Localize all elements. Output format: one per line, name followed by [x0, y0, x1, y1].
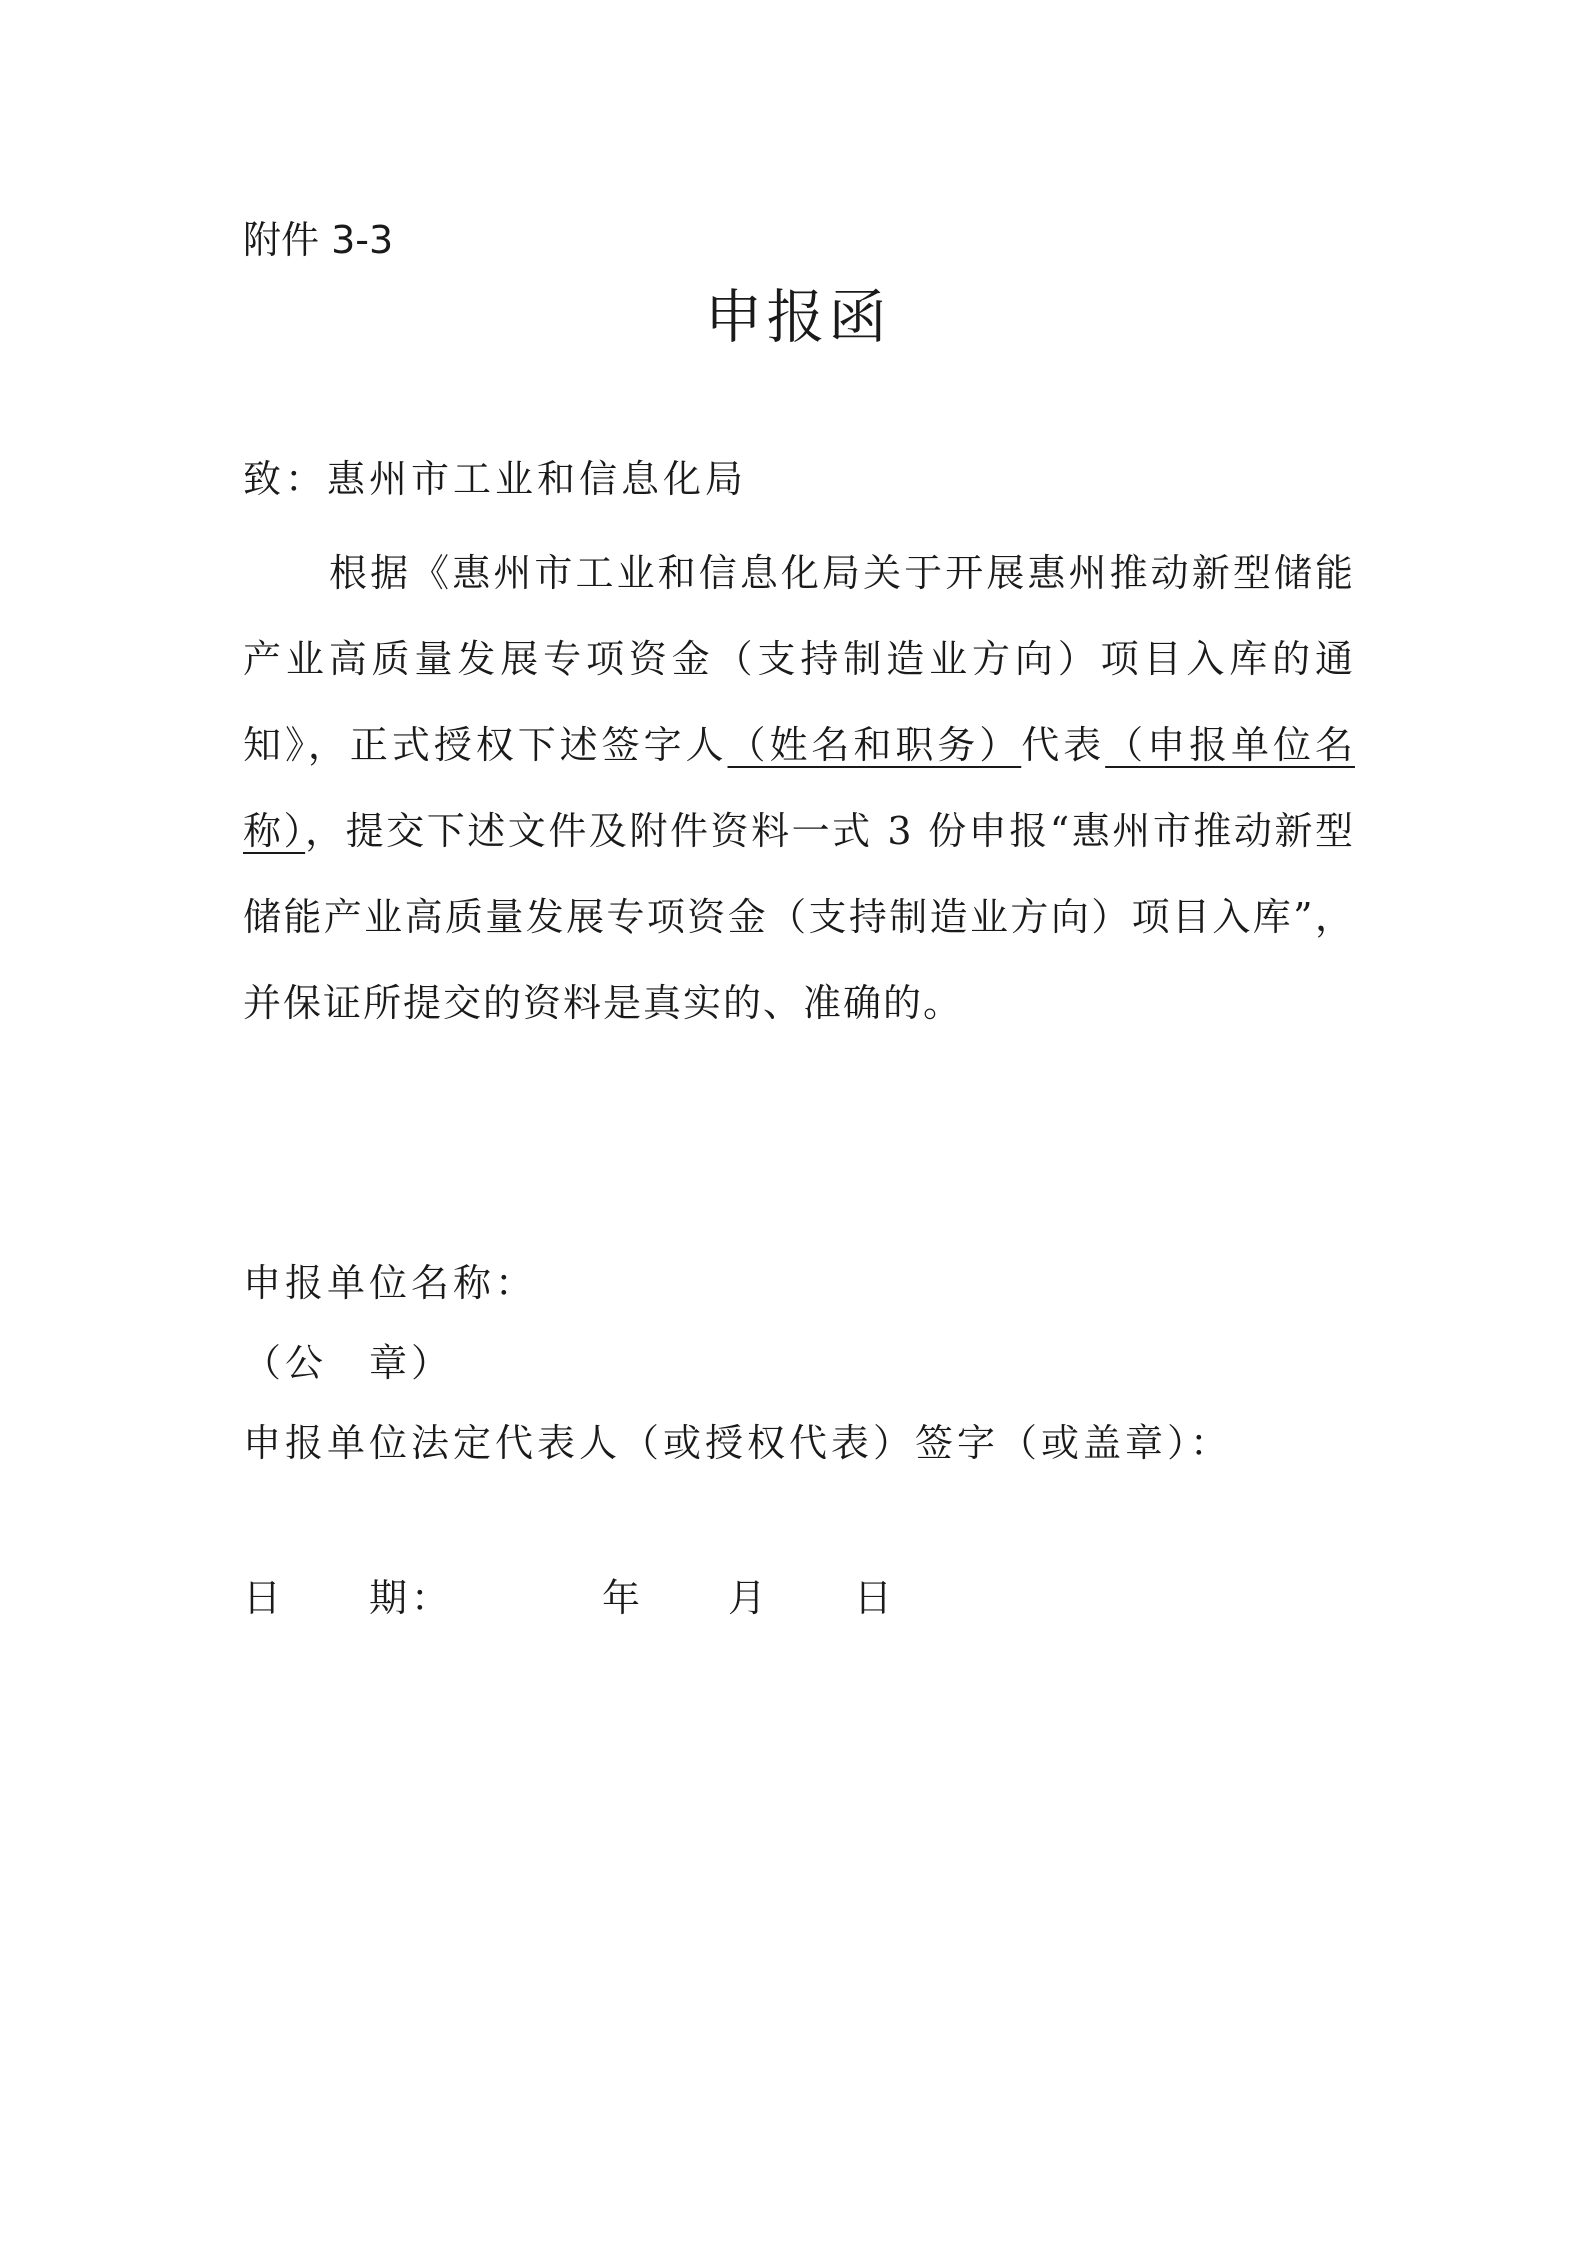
attachment-label: 附件 3-3	[243, 218, 394, 262]
body-text-part3: ，提交下述文件及附件资料一式 3 份申报“惠州市推动新型储能产业高质量发展专项资金（支持制造业方向）项目入库”，并保证所提交的资料是真实的、准确的。	[243, 809, 1355, 1025]
body-text-part1: 根据《惠州市工业和信息化局关于开展惠州推动新型储能产业高质量发展专项资金（支持制造业方向）项目入库的通知》，正式授权下述签字人	[243, 551, 1355, 767]
body-paragraph	[243, 530, 1355, 1046]
recipient-line: 致：惠州市工业和信息化局	[243, 457, 748, 501]
unit-blank: （申报单位名称）	[243, 723, 1355, 853]
signer-blank: （姓名和职务）	[727, 723, 1022, 767]
seal-label: （公 章）	[243, 1341, 454, 1385]
document-title: 申报函	[704, 283, 891, 351]
date-line: 日 期： 年 月 日	[243, 1576, 897, 1620]
legal-representative-label: 申报单位法定代表人（或授权代表）签字（或盖章）：	[243, 1421, 1233, 1465]
unit-name-label: 申报单位名称：	[243, 1261, 538, 1305]
body-text-part2: 代表	[1021, 723, 1106, 767]
